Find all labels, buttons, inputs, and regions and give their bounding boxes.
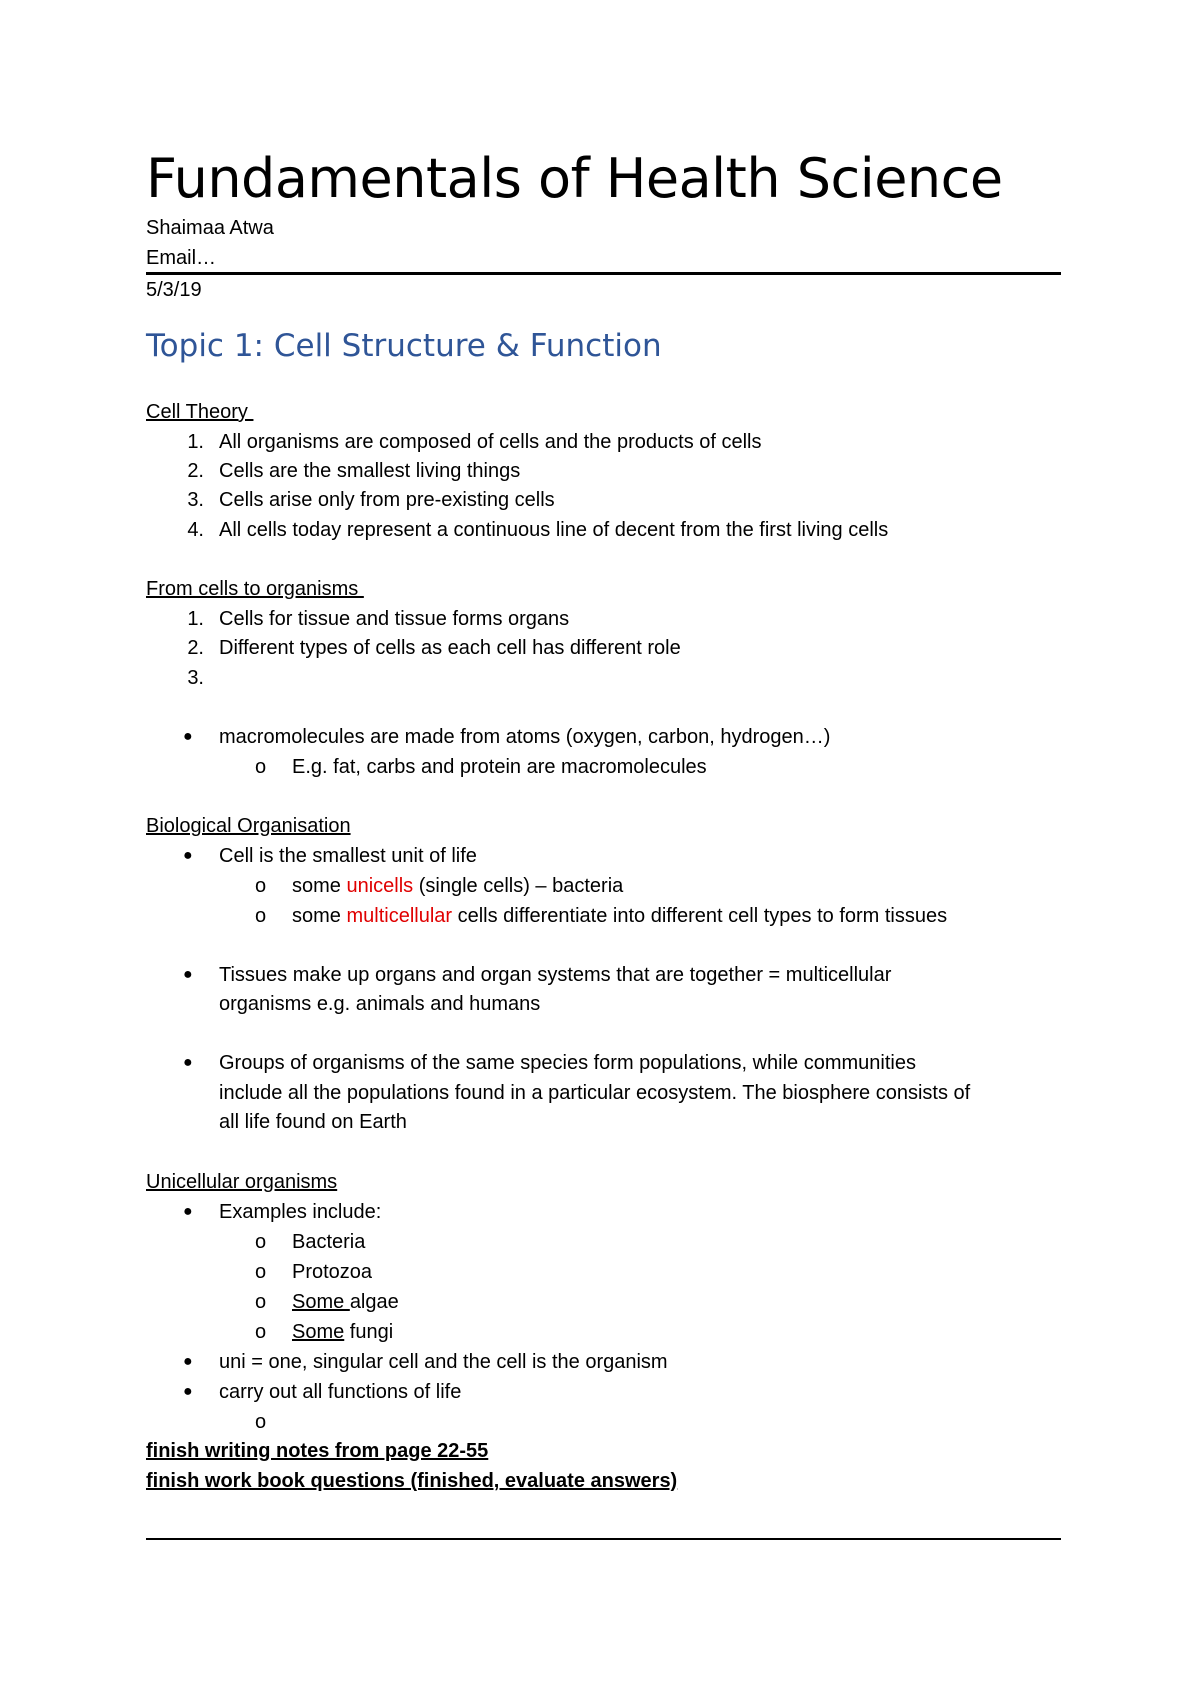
list-item: uni = one, singular cell and the cell is the organism [219, 1351, 668, 1373]
todo-line: finish writing notes from page 22-55 [146, 1440, 489, 1462]
bullet-icon: ● [183, 1353, 193, 1370]
text-run: fungi [344, 1321, 394, 1343]
text-run: (single cells) – bacteria [413, 875, 624, 897]
text-run: some [292, 905, 347, 927]
list-number: 1. [187, 431, 204, 453]
list-item: Examples include: [219, 1201, 382, 1223]
bullet-icon: ● [183, 847, 193, 864]
list-item: Protozoa [292, 1261, 373, 1283]
topic-heading: Topic 1: Cell Structure & Function [146, 328, 662, 364]
document-title: Fundamentals of Health Science [146, 147, 1003, 210]
list-item: Cells for tissue and tissue forms organs [219, 608, 570, 630]
list-number: 2. [187, 460, 204, 482]
list-number: 4. [187, 519, 204, 541]
list-number: 3. [187, 489, 204, 511]
list-item [292, 1318, 393, 1346]
bullet-icon: ● [183, 1054, 193, 1071]
circle-bullet-icon: o [255, 905, 267, 927]
list-item-continuation: include all the populations found in a particular ecosystem. The biosphere consists of [219, 1082, 971, 1104]
todo-line: finish work book questions (finished, evaluate answers) [146, 1470, 678, 1492]
email-line: Email… [146, 247, 217, 269]
header-divider [146, 272, 1061, 275]
circle-bullet-icon: o [255, 1291, 267, 1313]
list-item [292, 902, 947, 930]
list-number: 3. [187, 667, 204, 689]
text-run: some [292, 875, 347, 897]
list-item: carry out all functions of life [219, 1381, 462, 1403]
list-item: Groups of organisms of the same species form populations, while communities [219, 1052, 916, 1074]
underlined-text: Some [292, 1321, 345, 1343]
highlight-term: unicells [346, 875, 414, 897]
highlight-term: multicellular [346, 905, 453, 927]
list-item: Cells arise only from pre-existing cells [219, 489, 555, 511]
bullet-icon: ● [183, 1203, 193, 1220]
footer-divider [146, 1538, 1061, 1540]
list-item-continuation: organisms e.g. animals and humans [219, 993, 541, 1015]
list-item: macromolecules are made from atoms (oxygen, carbon, hydrogen…) [219, 726, 831, 748]
list-item-continuation: all life found on Earth [219, 1111, 407, 1133]
circle-bullet-icon: o [255, 875, 267, 897]
circle-bullet-icon: o [255, 1261, 267, 1283]
underlined-text: Some [292, 1291, 350, 1313]
circle-bullet-icon: o [255, 1321, 267, 1343]
cells-to-organisms-heading: From cells to organisms [146, 578, 364, 600]
author-name: Shaimaa Atwa [146, 217, 274, 239]
list-item: E.g. fat, carbs and protein are macromolecules [292, 756, 707, 778]
list-item [292, 1288, 399, 1316]
list-item [292, 872, 623, 900]
list-item: All cells today represent a continuous line of decent from the first living cells [219, 519, 889, 541]
list-item: Bacteria [292, 1231, 366, 1253]
text-run: cells differentiate into different cell types to form tissues [452, 905, 948, 927]
list-item: Cells are the smallest living things [219, 460, 521, 482]
bullet-icon: ● [183, 966, 193, 983]
list-item: Cell is the smallest unit of life [219, 845, 477, 867]
document-date: 5/3/19 [146, 279, 202, 301]
cell-theory-heading: Cell Theory [146, 401, 254, 423]
bullet-icon: ● [183, 728, 193, 745]
unicellular-heading: Unicellular organisms [146, 1171, 338, 1193]
circle-bullet-icon: o [255, 1231, 267, 1253]
list-number: 2. [187, 637, 204, 659]
list-number: 1. [187, 608, 204, 630]
biological-organisation-heading: Biological Organisation [146, 815, 351, 837]
text-run: algae [349, 1291, 399, 1313]
list-item: Tissues make up organs and organ systems that are together = multicellular [219, 964, 892, 986]
circle-bullet-icon: o [255, 1411, 267, 1433]
bullet-icon: ● [183, 1383, 193, 1400]
circle-bullet-icon: o [255, 756, 267, 778]
list-item: Different types of cells as each cell has different role [219, 637, 681, 659]
list-item: All organisms are composed of cells and the products of cells [219, 431, 762, 453]
